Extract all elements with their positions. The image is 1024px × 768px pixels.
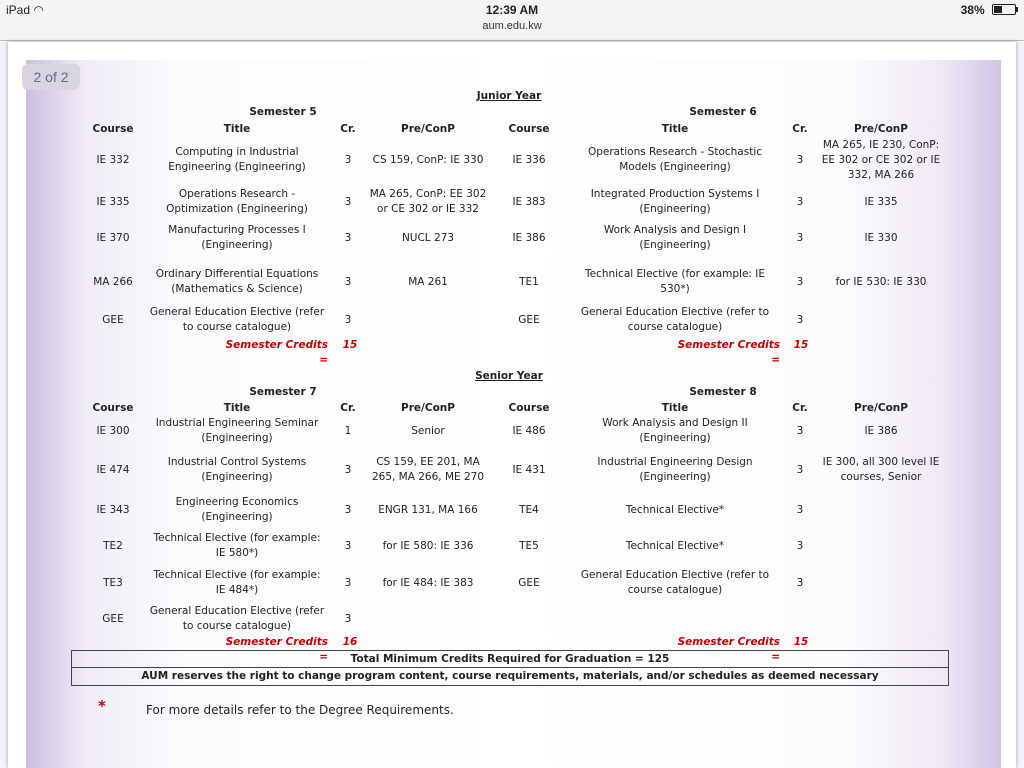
column-header-cr-sem6: Cr. xyxy=(792,123,808,135)
url-bar[interactable] xyxy=(0,20,1024,41)
battery-icon xyxy=(992,4,1016,15)
table-cell-cr: 3 xyxy=(796,275,804,288)
table-cell-pre: CS 159, ConP: IE 330 xyxy=(372,153,484,166)
table-cell-cr: 3 xyxy=(796,153,804,166)
table-cell-course: IE 486 xyxy=(512,424,546,437)
footnote-star: * xyxy=(98,697,106,715)
column-header-pre-sem7: Pre/ConP xyxy=(401,402,455,414)
table-cell-course: IE 336 xyxy=(512,153,546,166)
table-cell-title: Technical Elective (for example: IE 580*) xyxy=(153,532,321,559)
table-cell-title: Industrial Control Systems (Engineering) xyxy=(167,456,307,483)
table-cell-course: TE4 xyxy=(519,503,539,516)
table-cell-pre xyxy=(363,304,493,336)
url-text: aum.edu.kw xyxy=(482,20,542,32)
battery-percent: 38% xyxy=(960,3,985,17)
table-cell-cr: 3 xyxy=(344,313,352,326)
status-bar xyxy=(0,0,1024,20)
table-cell-pre: ENGR 131, MA 166 xyxy=(378,503,478,516)
table-cell-title: Industrial Engineering Seminar (Engineering) xyxy=(155,417,319,444)
device-name: iPad xyxy=(6,3,31,17)
semester6-title: Semester 6 xyxy=(689,106,757,118)
column-header-pre-sem5: Pre/ConP xyxy=(401,123,455,135)
table-cell-pre: MA 265, IE 230, ConP: EE 302 or CE 302 or IE 332, MA 266 xyxy=(821,138,941,181)
table-cell-title: Manufacturing Processes I (Engineering) xyxy=(168,224,306,251)
table-cell-title: Integrated Production Systems I (Engineering) xyxy=(590,188,760,215)
column-header-title-sem5: Title xyxy=(223,123,251,135)
column-header-cr-sem5: Cr. xyxy=(340,123,356,135)
table-cell-course: GEE xyxy=(102,313,124,326)
table-cell-title: Technical Elective (for example: IE 530*) xyxy=(584,268,766,295)
table-cell-title: General Education Elective (refer to course catalogue) xyxy=(580,569,770,596)
battery-fill xyxy=(994,6,1002,13)
semester-credits-value: 15 xyxy=(342,339,358,351)
table-cell-course: IE 431 xyxy=(512,463,546,476)
document-page[interactable] xyxy=(8,42,1016,768)
table-cell-title: Industrial Engineering Design (Engineering) xyxy=(597,456,753,483)
table-cell-title: Computing in Industrial Engineering (Engineering) xyxy=(168,146,306,173)
table-cell-title: Operations Research - Optimization (Engineering) xyxy=(166,188,308,215)
table-cell-course: IE 386 xyxy=(512,231,546,244)
table-cell-cr: 3 xyxy=(796,576,804,589)
table-cell-cr: 3 xyxy=(344,195,352,208)
table-cell-course: IE 383 xyxy=(512,195,546,208)
table-cell-cr: 3 xyxy=(796,313,804,326)
table-cell-cr: 3 xyxy=(796,503,804,516)
table-cell-pre: for IE 530: IE 330 xyxy=(835,275,927,288)
table-cell-pre: for IE 580: IE 336 xyxy=(382,539,474,552)
table-cell-course: TE5 xyxy=(519,539,539,552)
table-cell-title: Technical Elective (for example: IE 484*) xyxy=(153,569,321,596)
junior-year-title: Junior Year xyxy=(476,90,542,102)
table-cell-course: GEE xyxy=(518,576,540,589)
table-cell-pre xyxy=(363,603,493,635)
table-cell-course: TE1 xyxy=(519,275,539,288)
table-cell-pre xyxy=(816,530,946,562)
semester8-title: Semester 8 xyxy=(689,386,757,398)
table-cell-pre: MA 265, ConP: EE 302 or CE 302 or IE 332 xyxy=(369,188,487,215)
column-header-course-sem5: Course xyxy=(92,123,134,135)
column-header-cr-sem7: Cr. xyxy=(340,402,356,414)
footnote-text: For more details refer to the Degree Requirements. xyxy=(146,703,454,717)
semester-credits-label: Semester Credits = xyxy=(225,339,328,366)
table-cell-course: IE 474 xyxy=(96,463,130,476)
semester-credits-value: 15 xyxy=(793,636,809,648)
table-cell-title: Technical Elective* xyxy=(625,503,725,516)
curriculum-table xyxy=(8,42,1016,768)
column-header-course-sem6: Course xyxy=(508,123,550,135)
table-cell-pre: IE 335 xyxy=(864,195,898,208)
table-cell-title: Technical Elective* xyxy=(625,539,725,552)
table-cell-pre: IE 330 xyxy=(864,231,898,244)
battery-indicator xyxy=(961,3,1016,17)
page-indicator: 2 of 2 xyxy=(22,64,80,90)
table-cell-course: IE 370 xyxy=(96,231,130,244)
semester5-title: Semester 5 xyxy=(249,106,317,118)
table-cell-cr: 3 xyxy=(344,275,352,288)
column-header-title-sem8: Title xyxy=(661,402,689,414)
table-cell-course: GEE xyxy=(102,612,124,625)
column-header-course-sem8: Course xyxy=(508,402,550,414)
table-cell-cr: 3 xyxy=(796,463,804,476)
table-cell-cr: 3 xyxy=(344,231,352,244)
semester7-title: Semester 7 xyxy=(249,386,317,398)
table-cell-course: MA 266 xyxy=(93,275,133,288)
table-cell-cr: 3 xyxy=(796,231,804,244)
table-cell-title: Operations Research - Stochastic Models (Engineering) xyxy=(587,146,763,173)
table-cell-pre: IE 386 xyxy=(864,424,898,437)
column-header-course-sem7: Course xyxy=(92,402,134,414)
table-cell-pre xyxy=(816,567,946,599)
column-header-title-sem7: Title xyxy=(223,402,251,414)
table-cell-cr: 3 xyxy=(796,195,804,208)
table-cell-cr: 3 xyxy=(344,612,352,625)
table-cell-pre xyxy=(816,304,946,336)
wifi-icon: ◠ xyxy=(33,3,44,17)
table-cell-course: GEE xyxy=(518,313,540,326)
table-cell-course: TE3 xyxy=(103,576,123,589)
table-cell-course: IE 300 xyxy=(96,424,130,437)
table-cell-cr: 3 xyxy=(344,503,352,516)
clock: 12:39 AM xyxy=(485,3,539,17)
table-cell-cr: 3 xyxy=(344,539,352,552)
table-cell-cr: 3 xyxy=(796,539,804,552)
table-cell-title: General Education Elective (refer to course catalogue) xyxy=(580,306,770,333)
table-cell-pre: IE 300, all 300 level IE courses, Senior xyxy=(822,456,940,483)
table-cell-title: Work Analysis and Design I (Engineering) xyxy=(603,224,747,251)
table-cell-title: General Education Elective (refer to course catalogue) xyxy=(149,306,325,333)
table-cell-title: General Education Elective (refer to course catalogue) xyxy=(149,605,325,632)
semester-credits-label: Semester Credits = xyxy=(677,636,780,663)
table-cell-pre: MA 261 xyxy=(408,275,448,288)
table-cell-pre: Senior xyxy=(411,424,445,437)
table-cell-course: IE 343 xyxy=(96,503,130,516)
table-cell-course: IE 332 xyxy=(96,153,130,166)
table-cell-title: Ordinary Differential Equations (Mathematics & Science) xyxy=(155,268,319,295)
total-credits-line: Total Minimum Credits Required for Graduation = 125 xyxy=(71,650,949,668)
column-header-title-sem6: Title xyxy=(661,123,689,135)
semester-credits-value: 16 xyxy=(342,636,358,648)
semester-credits-value: 15 xyxy=(793,339,809,351)
table-cell-cr: 3 xyxy=(796,424,804,437)
semester-credits-label: Semester Credits = xyxy=(677,339,780,366)
semester-credits-label: Semester Credits = xyxy=(225,636,328,663)
table-cell-cr: 3 xyxy=(344,463,352,476)
table-cell-pre: CS 159, EE 201, MA 265, MA 266, ME 270 xyxy=(371,456,485,483)
table-cell-course: TE2 xyxy=(103,539,123,552)
table-cell-pre: NUCL 273 xyxy=(401,231,455,244)
table-cell-cr: 3 xyxy=(344,576,352,589)
column-header-pre-sem8: Pre/ConP xyxy=(854,402,908,414)
table-cell-pre xyxy=(816,494,946,526)
table-cell-cr: 3 xyxy=(344,153,352,166)
column-header-cr-sem8: Cr. xyxy=(792,402,808,414)
table-cell-title: Work Analysis and Design II (Engineering) xyxy=(602,417,748,444)
senior-year-title: Senior Year xyxy=(475,370,543,382)
table-cell-title: Engineering Economics (Engineering) xyxy=(175,496,299,523)
column-header-pre-sem6: Pre/ConP xyxy=(854,123,908,135)
table-cell-course: IE 335 xyxy=(96,195,130,208)
table-cell-pre: for IE 484: IE 383 xyxy=(382,576,474,589)
reserve-rights-line: AUM reserves the right to change program content, course requirements, materials, and/or schedules as deemed necessary xyxy=(71,667,949,686)
table-cell-cr: 1 xyxy=(344,424,352,437)
